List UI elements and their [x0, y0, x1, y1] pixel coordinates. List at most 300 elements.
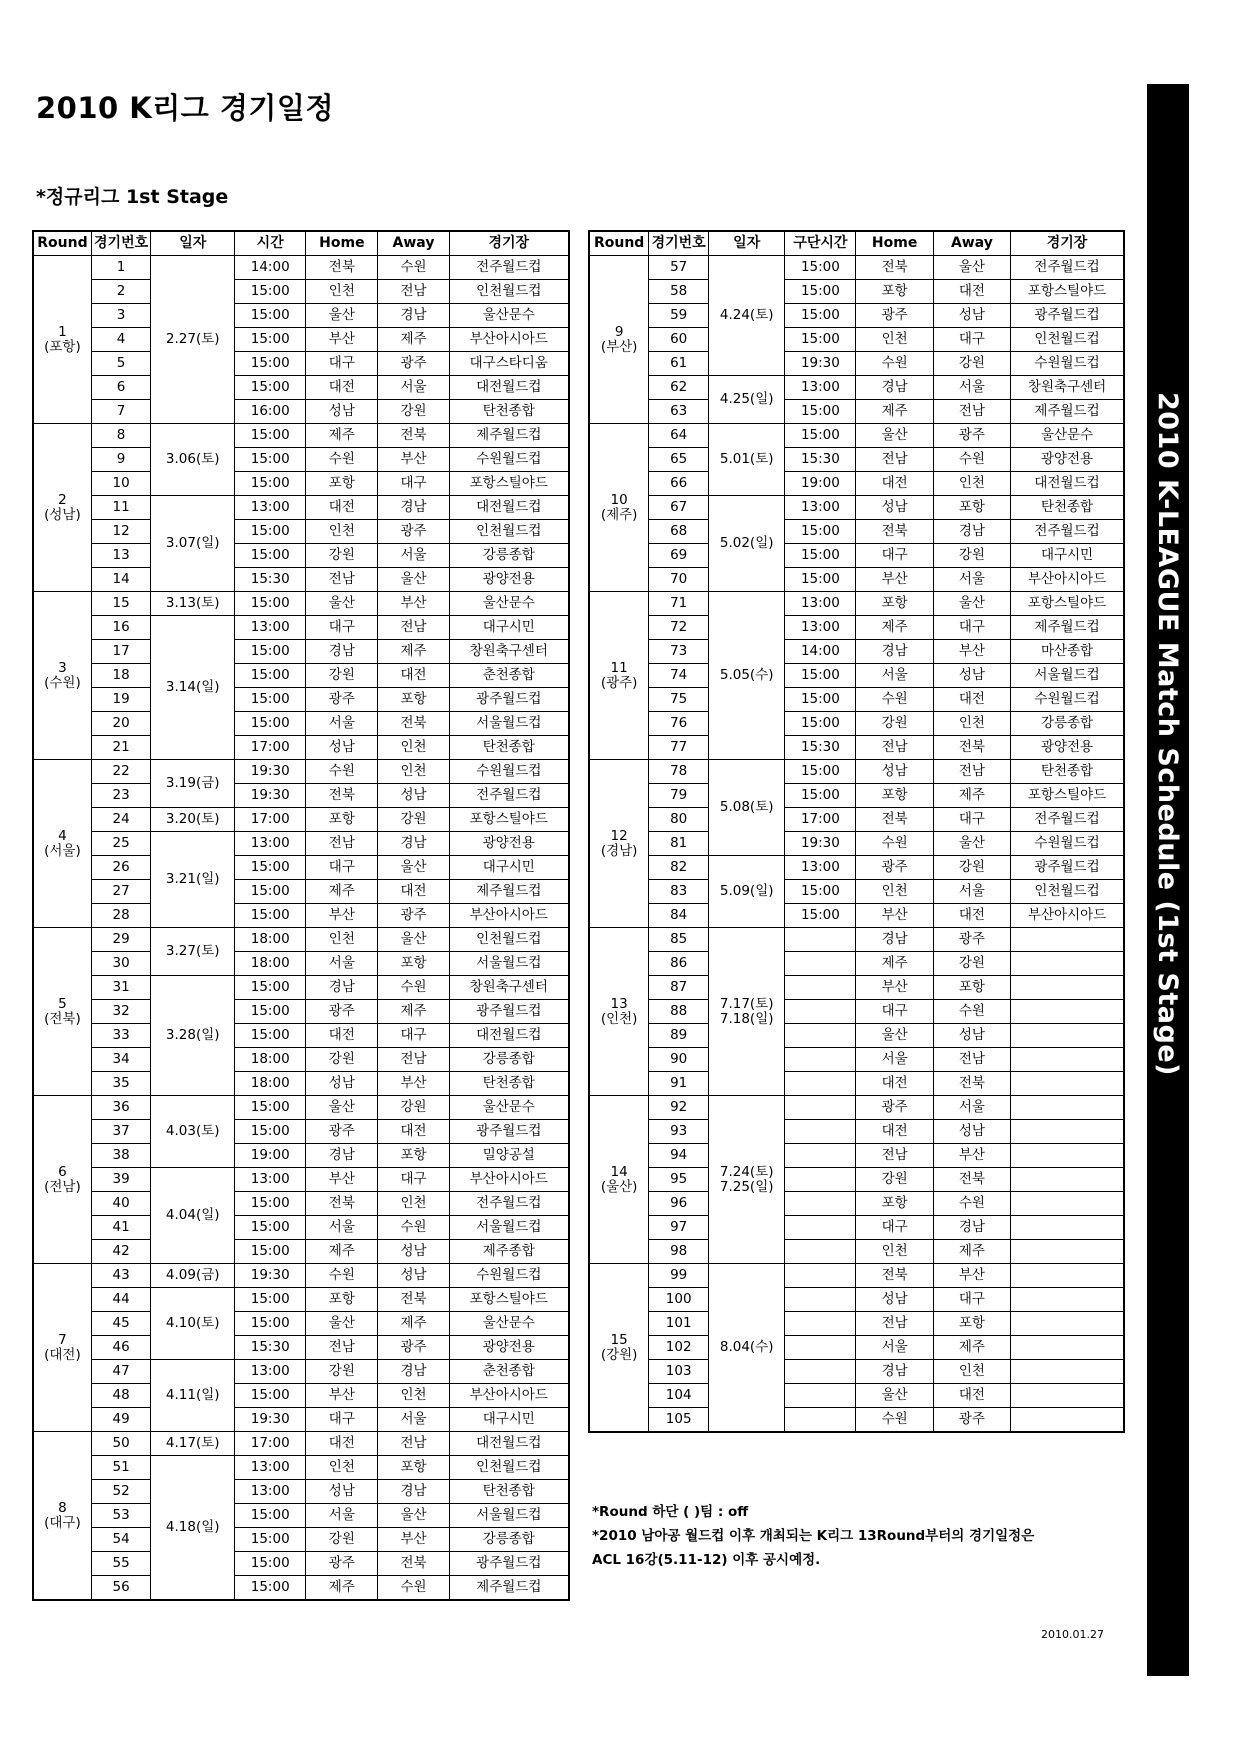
away-team-cell: 포항: [933, 1312, 1010, 1336]
home-team-cell: 광주: [306, 1000, 378, 1024]
round-cell: [589, 592, 649, 760]
away-team-cell: 강원: [933, 352, 1010, 376]
away-team-cell: 제주: [378, 1000, 449, 1024]
round-off-team: (대전): [44, 1346, 81, 1363]
venue-cell: 울산문수: [1011, 424, 1124, 448]
time-cell: 15:00: [235, 304, 306, 328]
game-number-cell: 1: [91, 256, 150, 280]
venue-cell: [1011, 1288, 1124, 1312]
home-team-cell: 제주: [306, 1240, 378, 1264]
time-cell: 15:00: [785, 328, 856, 352]
table-header-row: [33, 231, 569, 256]
away-team-cell: 인천: [933, 1360, 1010, 1384]
time-cell: 15:00: [235, 472, 306, 496]
venue-cell: 대전월드컵: [449, 1024, 569, 1048]
time-cell: 15:00: [235, 1528, 306, 1552]
table-row: [589, 1312, 1124, 1336]
round-cell: [33, 1096, 91, 1264]
game-number-cell: 8: [91, 424, 150, 448]
away-team-cell: 부산: [933, 1144, 1010, 1168]
round-number: 14: [610, 1163, 628, 1180]
table-row: [589, 1360, 1124, 1384]
round-off-team: (전북): [44, 1010, 81, 1027]
game-number-cell: 70: [649, 568, 709, 592]
time-cell: [785, 1000, 856, 1024]
venue-cell: 탄천종합: [1011, 496, 1124, 520]
game-number-cell: 76: [649, 712, 709, 736]
home-team-cell: 성남: [856, 760, 933, 784]
time-cell: 13:00: [235, 496, 306, 520]
game-number-cell: 82: [649, 856, 709, 880]
home-team-cell: 제주: [306, 880, 378, 904]
home-team-cell: 경남: [306, 976, 378, 1000]
venue-cell: 서울월드컵: [449, 952, 569, 976]
home-team-cell: 울산: [856, 1384, 933, 1408]
time-cell: [785, 1048, 856, 1072]
time-cell: 15:30: [235, 568, 306, 592]
table-row: [33, 1480, 569, 1504]
table-row: [589, 1168, 1124, 1192]
away-team-cell: 대전: [933, 1384, 1010, 1408]
game-number-cell: 80: [649, 808, 709, 832]
table-row: [589, 760, 1124, 784]
venue-cell: [1011, 1192, 1124, 1216]
table-row: [33, 1288, 569, 1312]
home-team-cell: 전북: [856, 256, 933, 280]
date-cell: 3.21(일): [151, 832, 235, 928]
game-number-cell: 66: [649, 472, 709, 496]
time-cell: 16:00: [235, 400, 306, 424]
game-number-cell: 94: [649, 1144, 709, 1168]
home-team-cell: 포항: [856, 784, 933, 808]
time-cell: [785, 1120, 856, 1144]
table-header-row: [589, 231, 1124, 256]
header-game-number: 경기번호: [91, 231, 150, 256]
time-cell: 19:00: [785, 472, 856, 496]
table-row: [33, 976, 569, 1000]
date-cell: 8.04(수): [709, 1264, 785, 1433]
away-team-cell: 경남: [378, 496, 449, 520]
home-team-cell: 울산: [306, 304, 378, 328]
away-team-cell: 전북: [378, 424, 449, 448]
time-cell: 19:30: [235, 1264, 306, 1288]
home-team-cell: 경남: [856, 1360, 933, 1384]
home-team-cell: 대전: [856, 1072, 933, 1096]
table-row: [33, 808, 569, 832]
date-cell: 5.09(일): [709, 856, 785, 928]
time-cell: 15:00: [235, 880, 306, 904]
away-team-cell: 전북: [378, 1552, 449, 1576]
venue-cell: 탄천종합: [1011, 760, 1124, 784]
time-cell: 15:30: [235, 1336, 306, 1360]
time-cell: 15:00: [235, 1552, 306, 1576]
away-team-cell: 경남: [933, 520, 1010, 544]
time-cell: 19:30: [235, 1408, 306, 1432]
venue-cell: 대전월드컵: [449, 496, 569, 520]
home-team-cell: 수원: [306, 1264, 378, 1288]
home-team-cell: 경남: [306, 1144, 378, 1168]
away-team-cell: 서울: [378, 544, 449, 568]
home-team-cell: 수원: [306, 760, 378, 784]
home-team-cell: 서울: [856, 1048, 933, 1072]
round-off-team: (대구): [44, 1514, 81, 1531]
venue-cell: [1011, 1000, 1124, 1024]
table-row: [33, 952, 569, 976]
header-time: 구단시간: [785, 231, 856, 256]
home-team-cell: 전남: [306, 1336, 378, 1360]
round-number: 11: [610, 659, 628, 676]
game-number-cell: 9: [91, 448, 150, 472]
home-team-cell: 제주: [306, 1576, 378, 1601]
game-number-cell: 3: [91, 304, 150, 328]
time-cell: [785, 1360, 856, 1384]
date-cell: 4.10(토): [151, 1288, 235, 1360]
table-row: [33, 1504, 569, 1528]
header-date: 일자: [709, 231, 785, 256]
date-cell: 7.24(토) 7.25(일): [709, 1096, 785, 1264]
game-number-cell: 92: [649, 1096, 709, 1120]
game-number-cell: 93: [649, 1120, 709, 1144]
game-number-cell: 44: [91, 1288, 150, 1312]
home-team-cell: 부산: [856, 976, 933, 1000]
table-row: [589, 1240, 1124, 1264]
away-team-cell: 강원: [933, 856, 1010, 880]
home-team-cell: 제주: [856, 616, 933, 640]
table-row: [33, 616, 569, 640]
note-off-team: *Round 하단 ( )팀 : off: [592, 1504, 749, 1520]
venue-cell: 창원축구센터: [449, 640, 569, 664]
game-number-cell: 84: [649, 904, 709, 928]
time-cell: 15:00: [235, 1576, 306, 1601]
venue-cell: 광주월드컵: [449, 1000, 569, 1024]
table-row: [33, 760, 569, 784]
venue-cell: [1011, 1072, 1124, 1096]
table-row: [589, 616, 1124, 640]
venue-cell: 제주월드컵: [449, 1576, 569, 1601]
home-team-cell: 전남: [856, 1312, 933, 1336]
round-off-team: (강원): [600, 1346, 638, 1363]
away-team-cell: 성남: [378, 784, 449, 808]
away-team-cell: 인천: [378, 736, 449, 760]
venue-cell: [1011, 928, 1124, 952]
away-team-cell: 전남: [933, 1048, 1010, 1072]
table-row: [589, 904, 1124, 928]
away-team-cell: 포항: [378, 688, 449, 712]
away-team-cell: 부산: [378, 1072, 449, 1096]
time-cell: [785, 1144, 856, 1168]
venue-cell: 강릉종합: [449, 1528, 569, 1552]
date-cell: 5.02(일): [709, 496, 785, 592]
away-team-cell: 성남: [933, 1120, 1010, 1144]
away-team-cell: 대구: [933, 616, 1010, 640]
round-cell: [33, 592, 91, 760]
date-cell: 3.14(일): [151, 616, 235, 760]
away-team-cell: 포항: [933, 976, 1010, 1000]
time-cell: [785, 1240, 856, 1264]
home-team-cell: 울산: [306, 1096, 378, 1120]
game-number-cell: 53: [91, 1504, 150, 1528]
date-cell: 3.28(일): [151, 976, 235, 1096]
time-cell: 15:00: [235, 1120, 306, 1144]
venue-cell: 대전월드컵: [1011, 472, 1124, 496]
date-cell: 3.13(토): [151, 592, 235, 616]
game-number-cell: 22: [91, 760, 150, 784]
game-number-cell: 91: [649, 1072, 709, 1096]
venue-cell: 창원축구센터: [449, 976, 569, 1000]
game-number-cell: 41: [91, 1216, 150, 1240]
venue-cell: [1011, 976, 1124, 1000]
venue-cell: 대구시민: [449, 856, 569, 880]
round-cell: [589, 760, 649, 928]
venue-cell: 탄천종합: [449, 400, 569, 424]
time-cell: 15:00: [785, 784, 856, 808]
venue-cell: 탄천종합: [449, 1480, 569, 1504]
time-cell: 15:00: [235, 544, 306, 568]
time-cell: [785, 1264, 856, 1288]
game-number-cell: 81: [649, 832, 709, 856]
game-number-cell: 26: [91, 856, 150, 880]
venue-cell: 탄천종합: [449, 736, 569, 760]
venue-cell: 인천월드컵: [449, 520, 569, 544]
venue-cell: 전주월드컵: [1011, 808, 1124, 832]
game-number-cell: 30: [91, 952, 150, 976]
home-team-cell: 광주: [856, 1096, 933, 1120]
game-number-cell: 62: [649, 376, 709, 400]
home-team-cell: 대구: [856, 1000, 933, 1024]
side-banner-text: 2010 K-LEAGUE Match Schedule (1st Stage): [1152, 392, 1183, 1076]
header-away: Away: [933, 231, 1010, 256]
home-team-cell: 부산: [306, 1168, 378, 1192]
time-cell: 15:00: [235, 1288, 306, 1312]
venue-cell: [1011, 1384, 1124, 1408]
home-team-cell: 성남: [306, 1480, 378, 1504]
venue-cell: 포항스틸야드: [1011, 784, 1124, 808]
home-team-cell: 부산: [306, 328, 378, 352]
home-team-cell: 대구: [306, 616, 378, 640]
time-cell: [785, 1312, 856, 1336]
venue-cell: 대구스타디움: [449, 352, 569, 376]
away-team-cell: 성남: [933, 1024, 1010, 1048]
away-team-cell: 대전: [378, 1120, 449, 1144]
venue-cell: 제주월드컵: [449, 424, 569, 448]
table-row: [33, 688, 569, 712]
time-cell: 17:00: [235, 1432, 306, 1456]
away-team-cell: 대전: [933, 904, 1010, 928]
table-row: [33, 1312, 569, 1336]
date-cell: 4.11(일): [151, 1360, 235, 1432]
home-team-cell: 대전: [306, 1024, 378, 1048]
date-cell: 2.27(토): [151, 256, 235, 424]
home-team-cell: 부산: [856, 568, 933, 592]
venue-cell: 서울월드컵: [1011, 664, 1124, 688]
game-number-cell: 69: [649, 544, 709, 568]
date-cell: 4.18(일): [151, 1456, 235, 1601]
away-team-cell: 서울: [933, 376, 1010, 400]
game-number-cell: 74: [649, 664, 709, 688]
table-row: [589, 376, 1124, 400]
away-team-cell: 광주: [378, 904, 449, 928]
game-number-cell: 64: [649, 424, 709, 448]
time-cell: 15:00: [785, 304, 856, 328]
venue-cell: 수원월드컵: [1011, 352, 1124, 376]
time-cell: 15:00: [785, 568, 856, 592]
venue-cell: 전주월드컵: [449, 1192, 569, 1216]
table-row: [589, 664, 1124, 688]
time-cell: 17:00: [235, 736, 306, 760]
venue-cell: 부산아시아드: [449, 328, 569, 352]
home-team-cell: 전북: [856, 520, 933, 544]
game-number-cell: 71: [649, 592, 709, 616]
home-team-cell: 강원: [306, 544, 378, 568]
table-row: [589, 1096, 1124, 1120]
round-number: 9: [614, 323, 624, 340]
away-team-cell: 부산: [378, 1528, 449, 1552]
away-team-cell: 강원: [933, 952, 1010, 976]
away-team-cell: 전북: [933, 1072, 1010, 1096]
venue-cell: 포항스틸야드: [1011, 280, 1124, 304]
round-number: 12: [610, 827, 628, 844]
home-team-cell: 포항: [306, 1288, 378, 1312]
game-number-cell: 12: [91, 520, 150, 544]
venue-cell: 서울월드컵: [449, 1216, 569, 1240]
venue-cell: [1011, 1168, 1124, 1192]
time-cell: [785, 1288, 856, 1312]
venue-cell: [1011, 1408, 1124, 1433]
round-off-team: (전남): [44, 1178, 81, 1195]
game-number-cell: 87: [649, 976, 709, 1000]
home-team-cell: 대구: [856, 544, 933, 568]
date-cell: 4.03(토): [151, 1096, 235, 1168]
time-cell: 17:00: [785, 808, 856, 832]
table-row: [33, 1432, 569, 1456]
venue-cell: [1011, 1336, 1124, 1360]
table-row: [589, 1000, 1124, 1024]
time-cell: 18:00: [235, 928, 306, 952]
away-team-cell: 부산: [378, 448, 449, 472]
venue-cell: 포항스틸야드: [449, 1288, 569, 1312]
table-row: [33, 1408, 569, 1432]
time-cell: 14:00: [235, 256, 306, 280]
time-cell: 13:00: [785, 592, 856, 616]
away-team-cell: 인천: [378, 760, 449, 784]
home-team-cell: 대구: [306, 856, 378, 880]
away-team-cell: 제주: [378, 328, 449, 352]
home-team-cell: 광주: [856, 304, 933, 328]
table-row: [589, 568, 1124, 592]
away-team-cell: 부산: [933, 1264, 1010, 1288]
header-venue: 경기장: [1011, 231, 1124, 256]
venue-cell: 대전월드컵: [449, 376, 569, 400]
time-cell: 15:00: [235, 1384, 306, 1408]
schedule-table-right: [588, 230, 1125, 1433]
venue-cell: [1011, 1024, 1124, 1048]
home-team-cell: 전남: [306, 832, 378, 856]
game-number-cell: 52: [91, 1480, 150, 1504]
round-number: 10: [610, 491, 628, 508]
time-cell: 13:00: [235, 1456, 306, 1480]
document-date: 2010.01.27: [1041, 1628, 1104, 1641]
time-cell: 13:00: [785, 376, 856, 400]
venue-cell: 서울월드컵: [449, 1504, 569, 1528]
away-team-cell: 경남: [378, 832, 449, 856]
away-team-cell: 제주: [933, 784, 1010, 808]
home-team-cell: 전북: [306, 256, 378, 280]
time-cell: 19:30: [235, 784, 306, 808]
table-row: [589, 640, 1124, 664]
venue-cell: 대전월드컵: [449, 1432, 569, 1456]
away-team-cell: 서울: [933, 568, 1010, 592]
venue-cell: 대구시민: [449, 616, 569, 640]
home-team-cell: 수원: [856, 832, 933, 856]
venue-cell: 광양전용: [449, 1336, 569, 1360]
game-number-cell: 19: [91, 688, 150, 712]
venue-cell: 광양전용: [1011, 448, 1124, 472]
away-team-cell: 부산: [933, 640, 1010, 664]
away-team-cell: 경남: [378, 1480, 449, 1504]
away-team-cell: 인천: [378, 1384, 449, 1408]
home-team-cell: 서울: [306, 952, 378, 976]
table-row: [589, 1120, 1124, 1144]
time-cell: 15:00: [235, 640, 306, 664]
game-number-cell: 86: [649, 952, 709, 976]
header-date: 일자: [151, 231, 235, 256]
away-team-cell: 포항: [378, 1144, 449, 1168]
time-cell: 15:30: [785, 736, 856, 760]
time-cell: 18:00: [235, 952, 306, 976]
table-row: [33, 1024, 569, 1048]
venue-cell: 제주종합: [449, 1240, 569, 1264]
home-team-cell: 인천: [856, 1240, 933, 1264]
round-number: 7: [58, 1331, 67, 1348]
away-team-cell: 서울: [378, 1408, 449, 1432]
away-team-cell: 인천: [933, 712, 1010, 736]
time-cell: 19:00: [235, 1144, 306, 1168]
header-home: Home: [856, 231, 933, 256]
venue-cell: 울산문수: [449, 304, 569, 328]
game-number-cell: 79: [649, 784, 709, 808]
home-team-cell: 대전: [856, 1120, 933, 1144]
game-number-cell: 45: [91, 1312, 150, 1336]
table-row: [33, 424, 569, 448]
home-team-cell: 강원: [306, 1048, 378, 1072]
venue-cell: 서울월드컵: [449, 712, 569, 736]
venue-cell: [1011, 1240, 1124, 1264]
venue-cell: 광주월드컵: [1011, 304, 1124, 328]
game-number-cell: 56: [91, 1576, 150, 1601]
away-team-cell: 전남: [933, 400, 1010, 424]
away-team-cell: 대구: [933, 328, 1010, 352]
table-row: [589, 1048, 1124, 1072]
table-row: [589, 928, 1124, 952]
home-team-cell: 전북: [306, 1192, 378, 1216]
time-cell: 15:00: [235, 520, 306, 544]
home-team-cell: 서울: [856, 1336, 933, 1360]
time-cell: 13:00: [235, 1360, 306, 1384]
game-number-cell: 10: [91, 472, 150, 496]
table-row: [33, 472, 569, 496]
venue-cell: 부산아시아드: [1011, 904, 1124, 928]
date-cell: 5.05(수): [709, 592, 785, 760]
home-team-cell: 수원: [856, 352, 933, 376]
table-row: [589, 1144, 1124, 1168]
round-cell: [589, 928, 649, 1096]
game-number-cell: 5: [91, 352, 150, 376]
time-cell: 15:00: [785, 664, 856, 688]
time-cell: 15:00: [235, 592, 306, 616]
game-number-cell: 73: [649, 640, 709, 664]
table-row: [33, 1000, 569, 1024]
home-team-cell: 성남: [856, 496, 933, 520]
